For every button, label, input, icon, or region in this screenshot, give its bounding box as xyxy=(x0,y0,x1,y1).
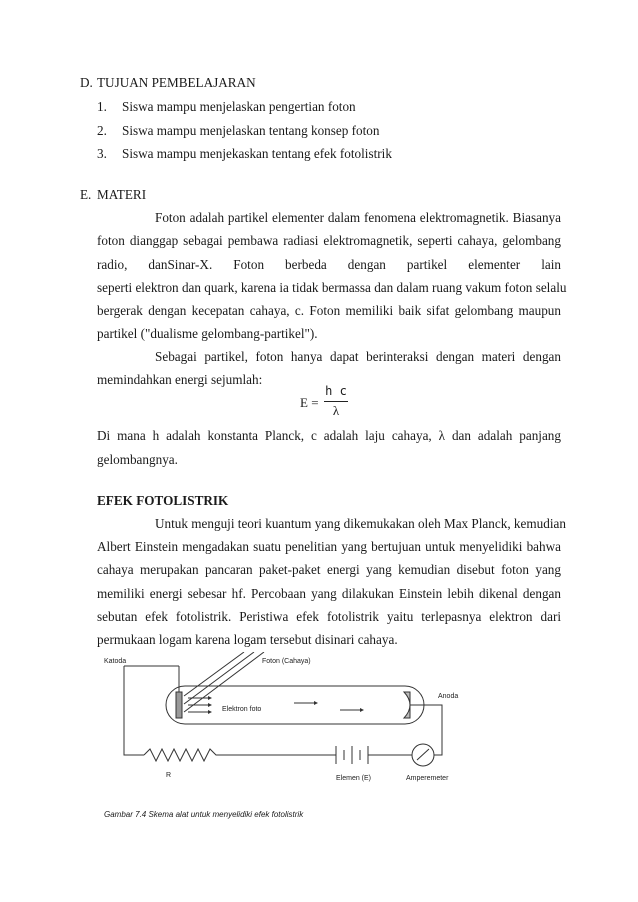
paragraph-line: partikel ("dualisme gelombang-partikel"). xyxy=(97,326,318,341)
objective-text: Siswa mampu menjelaskan tentang konsep foton xyxy=(122,123,380,138)
formula-numerator: h c xyxy=(325,384,347,398)
paragraph-line: seperti elektron dan quark, karena ia tidak bermassa dan dalam ruang vakum foton selalu xyxy=(97,280,567,295)
fraction-bar xyxy=(324,401,348,402)
paragraph-line: bergerak dengan kecepatan cahaya, c. Foton memiliki baik sifat gelombang maupun xyxy=(97,303,561,318)
section-e-letter: E. xyxy=(80,187,92,202)
label-foton: Foton (Cahaya) xyxy=(262,658,311,665)
objective-text: Siswa mampu menjekaskan tentang efek fotolistrik xyxy=(122,146,392,161)
paragraph-line: memiliki energi sebesar hf. Percobaan yang dilakukan Einstein lebih dikenal dengan xyxy=(97,586,561,601)
formula-lhs: E = xyxy=(300,395,319,410)
paragraph-line: memindahkan energi sejumlah: xyxy=(97,372,263,387)
label-r: R xyxy=(166,772,172,779)
section-d-title: TUJUAN PEMBELAJARAN xyxy=(97,75,256,90)
cathode-plate xyxy=(176,692,182,718)
paragraph-line: radio, danSinar-X. Foton berbeda dengan partikel elementer lain xyxy=(97,257,561,272)
resistor xyxy=(144,749,336,761)
paragraph-line: Untuk menguji teori kuantum yang dikemukakan oleh Max Planck, kemudian xyxy=(155,516,566,531)
section-d-letter: D. xyxy=(80,75,93,90)
paragraph-line: sebutan efek fotolistrik. Peristiwa efek fotolistrik yaitu terlepasnya elektron dari xyxy=(97,609,561,624)
objective-text: Siswa mampu menjelaskan pengertian foton xyxy=(122,99,356,114)
objective-number: 2. xyxy=(97,123,107,138)
figure-caption: Gambar 7.4 Skema alat untuk menyelidiki efek fotolistrik xyxy=(104,810,304,819)
efek-heading: EFEK FOTOLISTRIK xyxy=(97,493,229,508)
paragraph-line: cahaya merupakan pancaran paket-paket energi yang kemudian disebut foton yang xyxy=(97,562,561,577)
paragraph-line: Albert Einstein mengadakan suatu penelitian yang bertujuan untuk menyelidiki bahwa xyxy=(97,539,561,554)
paragraph-line: Di mana h adalah konstanta Planck, c adalah laju cahaya, λ dan adalah panjang xyxy=(97,428,561,443)
objective-number: 1. xyxy=(97,99,107,114)
label-anoda: Anoda xyxy=(438,693,459,700)
label-katoda: Katoda xyxy=(104,658,127,665)
formula-denominator: λ xyxy=(332,403,340,418)
label-elemen: Elemen (E) xyxy=(336,775,372,782)
anode xyxy=(404,692,410,718)
cathode-wire xyxy=(124,666,144,755)
paragraph-line: Foton adalah partikel elementer dalam fenomena elektromagnetik. Biasanya xyxy=(155,210,561,225)
objective-number: 3. xyxy=(97,146,107,161)
photoelectric-diagram xyxy=(104,652,470,810)
label-amperemeter: Amperemeter xyxy=(406,775,449,782)
label-elektron: Elektron foto xyxy=(222,706,262,713)
section-e-title: MATERI xyxy=(97,187,147,202)
paragraph-line: permukaan logam karena logam tersebut disinari cahaya. xyxy=(97,632,398,647)
paragraph-line: gelombangnya. xyxy=(97,452,178,467)
paragraph-line: Sebagai partikel, foton hanya dapat berinteraksi dengan materi dengan xyxy=(155,349,561,364)
paragraph-line: foton dianggap sebagai pembawa radiasi elektromagnetik, seperti cahaya, gelombang xyxy=(97,233,561,248)
